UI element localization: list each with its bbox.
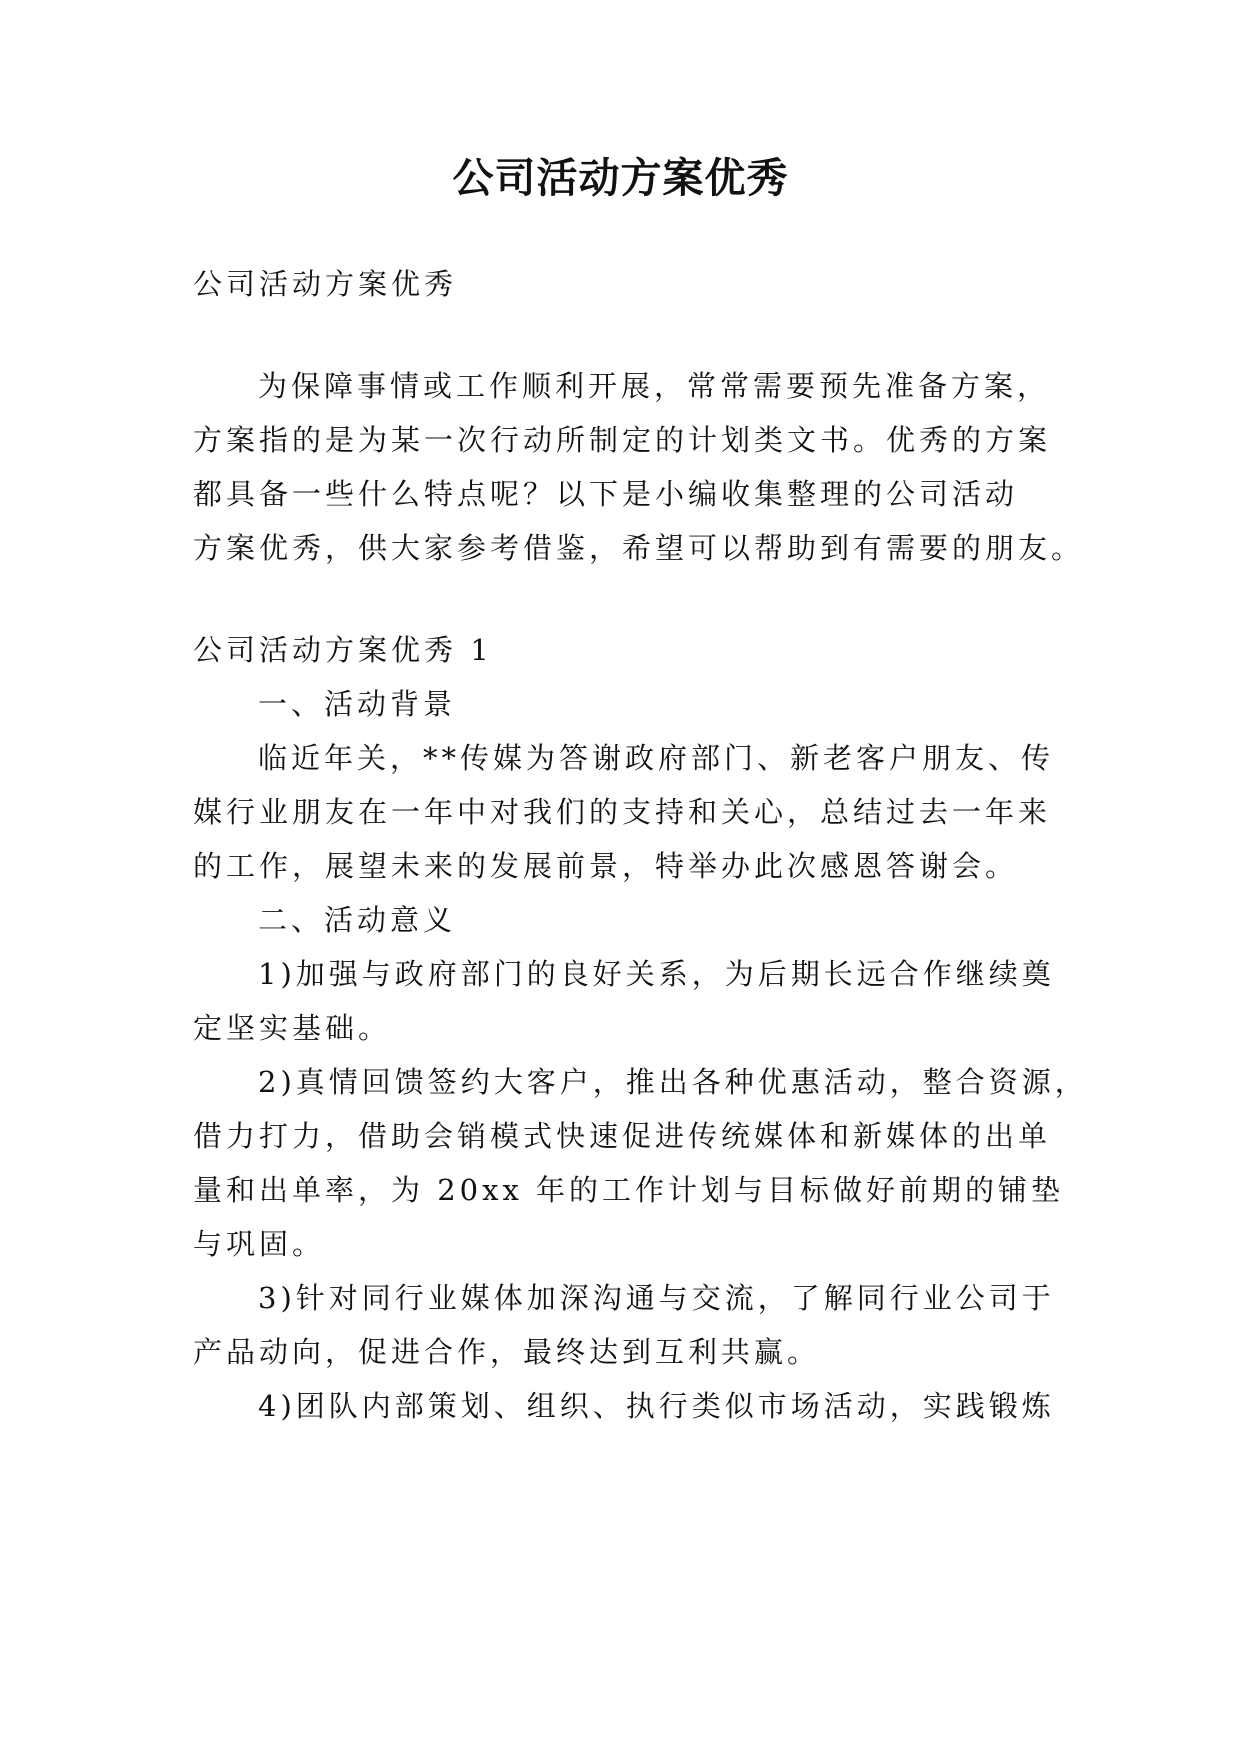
list-item-line: 2)真情回馈签约大客户，推出各种优惠活动，整合资源， — [258, 1065, 1088, 1099]
list-item-line: 1)加强与政府部门的良好关系，为后期长远合作继续奠 — [258, 957, 1055, 991]
intro-line: 都具备一些什么特点呢？以下是小编收集整理的公司活动 — [193, 477, 1019, 511]
intro-line: 方案优秀，供大家参考借鉴，希望可以帮助到有需要的朋友。 — [193, 531, 1085, 565]
document-title: 公司活动方案优秀 — [452, 154, 789, 202]
list-item-line: 定坚实基础。 — [193, 1011, 392, 1045]
background-line: 临近年关，**传媒为答谢政府部门、新老客户朋友、传 — [258, 741, 1055, 775]
section-title: 公司活动方案优秀 1 — [193, 633, 493, 667]
background-line: 的工作，展望未来的发展前景，特举办此次感恩答谢会。 — [193, 849, 1019, 883]
list-item-line: 3)针对同行业媒体加深沟通与交流，了解同行业公司于 — [258, 1281, 1055, 1315]
section-heading: 一、活动背景 — [258, 687, 457, 721]
list-item-line: 4)团队内部策划、组织、执行类似市场活动，实践锻炼 — [258, 1389, 1055, 1423]
intro-line: 方案指的是为某一次行动所制定的计划类文书。优秀的方案 — [193, 423, 1052, 457]
list-item-line: 量和出单率，为 20xx 年的工作计划与目标做好前期的铺垫 — [193, 1173, 1065, 1207]
document-subtitle: 公司活动方案优秀 — [193, 267, 458, 301]
list-item-line: 产品动向，促进合作，最终达到互利共赢。 — [193, 1335, 821, 1369]
list-item-line: 借力打力，借助会销模式快速促进传统媒体和新媒体的出单 — [193, 1119, 1052, 1153]
section-heading: 二、活动意义 — [258, 903, 457, 937]
background-line: 媒行业朋友在一年中对我们的支持和关心，总结过去一年来 — [193, 795, 1052, 829]
list-item-line: 与巩固。 — [193, 1227, 326, 1261]
intro-line: 为保障事情或工作顺利开展，常常需要预先准备方案， — [258, 369, 1051, 403]
